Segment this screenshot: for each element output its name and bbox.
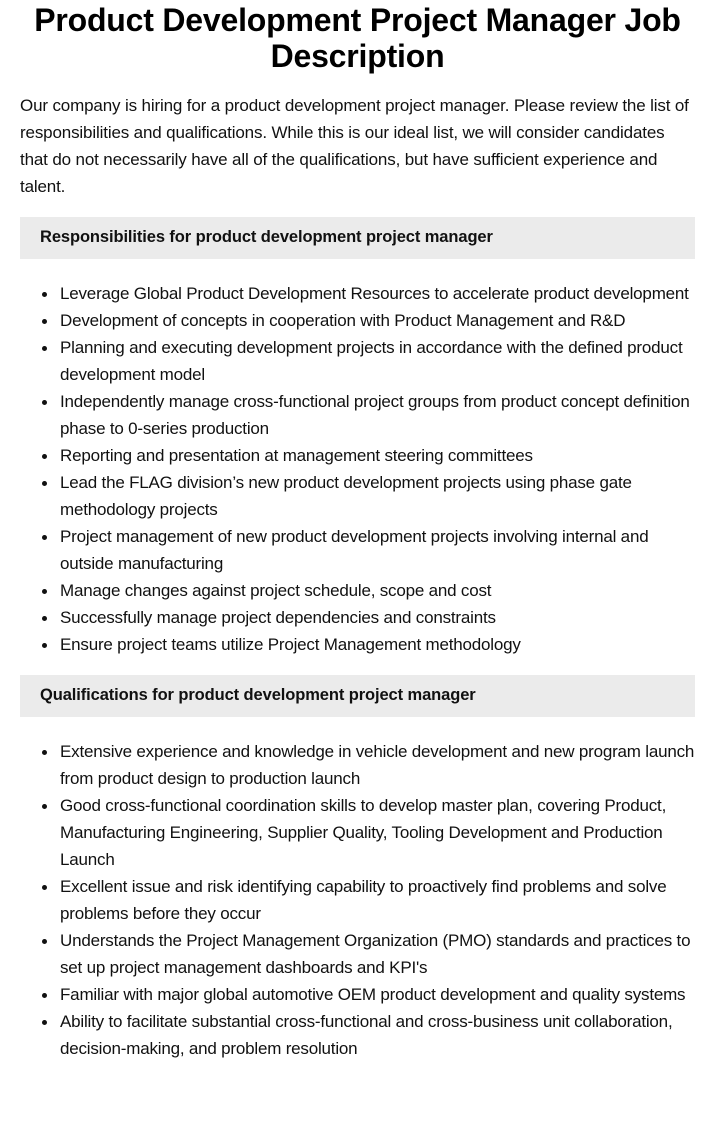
list-item: Familiar with major global automotive OEM product development and quality systems [60, 981, 695, 1008]
list-item: Ensure project teams utilize Project Management methodology [60, 631, 695, 658]
list-item: Reporting and presentation at management steering committees [60, 442, 695, 469]
list-item: Leverage Global Product Development Resources to accelerate product development [60, 280, 695, 307]
responsibilities-list [20, 280, 695, 658]
list-item: Ability to facilitate substantial cross-functional and cross-business unit collaboration, decision-making, and problem resolution [60, 1008, 695, 1062]
page-title: Product Development Project Manager Job Description [34, 2, 681, 74]
list-item: Manage changes against project schedule, scope and cost [60, 577, 695, 604]
list-item: Lead the FLAG division’s new product development projects using phase gate methodology projects [60, 469, 695, 523]
list-item: Development of concepts in cooperation with Product Management and R&D [60, 307, 695, 334]
list-item: Successfully manage project dependencies and constraints [60, 604, 695, 631]
responsibilities-heading: Responsibilities for product development project manager [20, 217, 695, 259]
list-item: Extensive experience and knowledge in vehicle development and new program launch from product design to production launch [60, 738, 695, 792]
list-item: Good cross-functional coordination skills to develop master plan, covering Product, Manufacturing Engineering, Supplier Quality, Tooling Development and Production Launch [60, 792, 695, 873]
list-item: Independently manage cross-functional project groups from product concept definition phase to 0-series production [60, 388, 695, 442]
qualifications-list [20, 738, 695, 1062]
intro-paragraph: Our company is hiring for a product development project manager. Please review the list of responsibilities and qualifications. While this is our ideal list, we will consider candidates that do not necessarily have all of the qualifications, but have sufficient experience and talent. [20, 96, 689, 196]
list-item: Understands the Project Management Organization (PMO) standards and practices to set up project management dashboards and KPI's [60, 927, 695, 981]
qualifications-heading: Qualifications for product development project manager [20, 675, 695, 717]
list-item: Excellent issue and risk identifying capability to proactively find problems and solve problems before they occur [60, 873, 695, 927]
list-item: Project management of new product development projects involving internal and outside manufacturing [60, 523, 695, 577]
list-item: Planning and executing development projects in accordance with the defined product development model [60, 334, 695, 388]
